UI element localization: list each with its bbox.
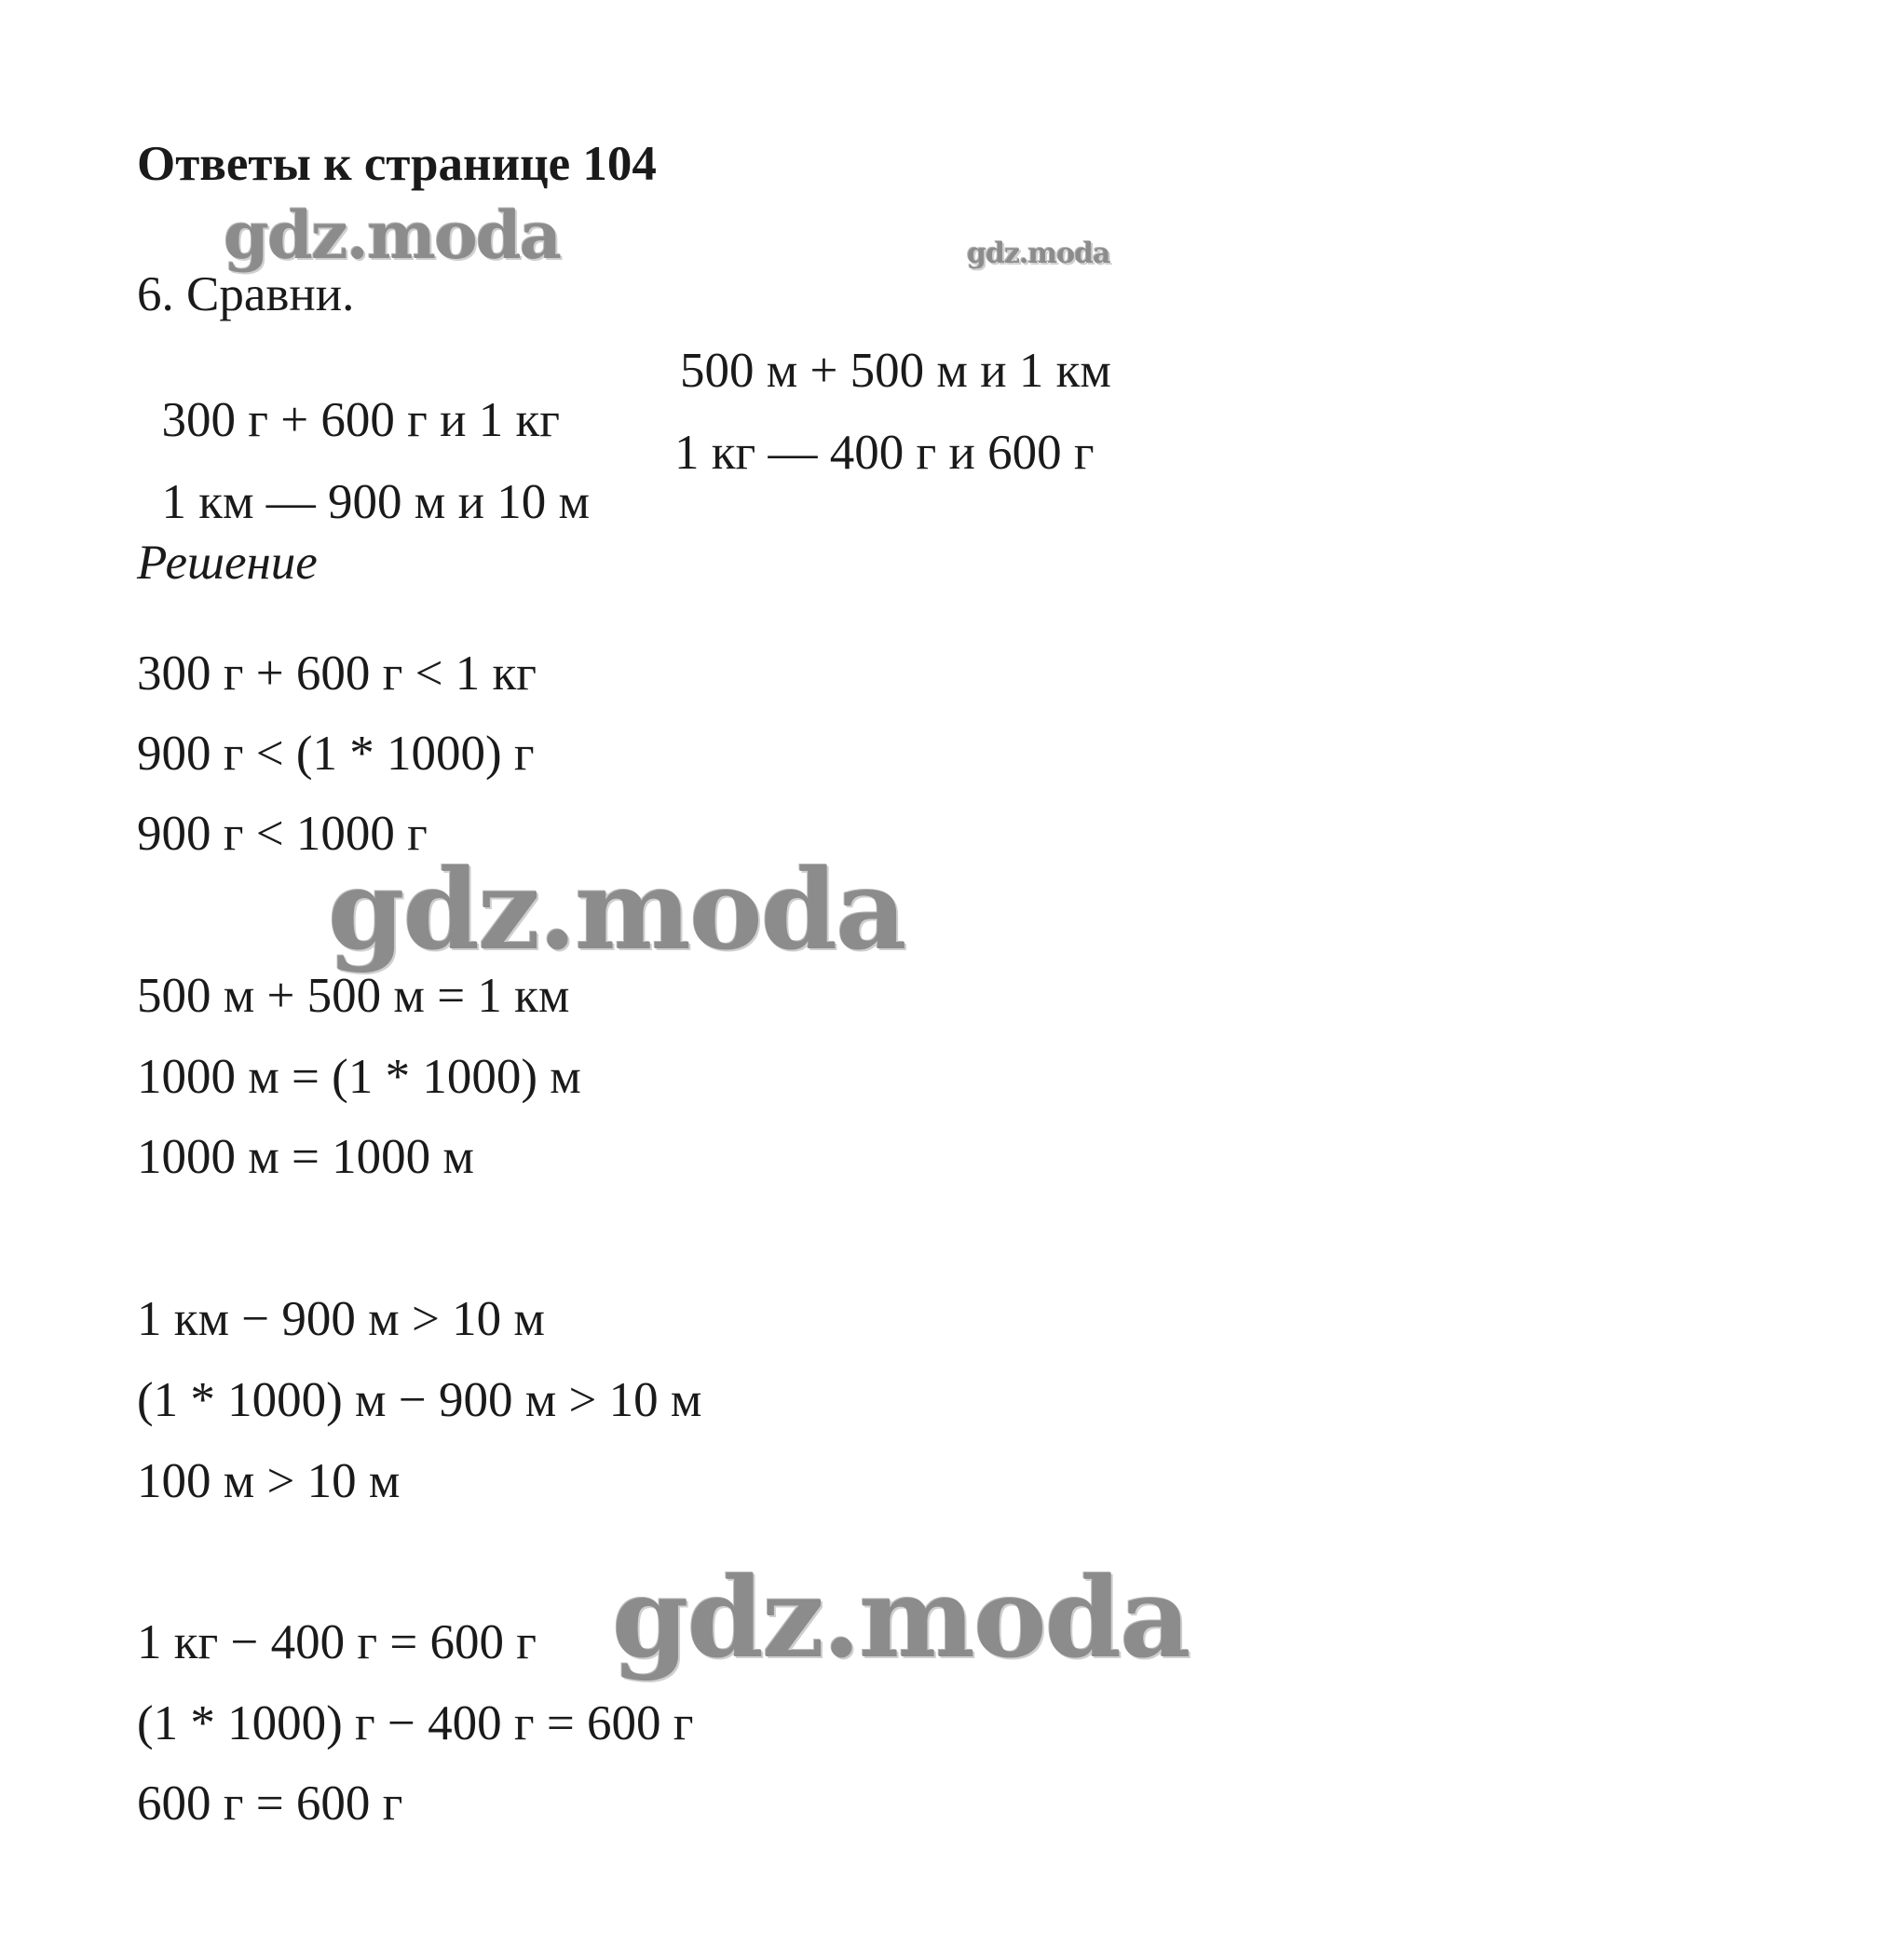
solution-line: 1 кг − 400 г = 600 г xyxy=(137,1615,537,1669)
solution-line: 900 г < 1000 г xyxy=(137,807,428,861)
task-heading: 6. Сравни. xyxy=(137,267,355,321)
page-title: Ответы к странице 104 xyxy=(137,137,657,191)
watermark: gdz.moda xyxy=(328,845,905,974)
task-item: 1 кг — 400 г и 600 г xyxy=(674,426,1095,480)
task-item: 300 г + 600 г и 1 кг xyxy=(161,393,560,447)
solution-line: 600 г = 600 г xyxy=(137,1776,403,1831)
solution-line: 900 г < (1 * 1000) г xyxy=(137,727,535,781)
solution-line: (1 * 1000) г − 400 г = 600 г xyxy=(137,1696,694,1750)
watermark: gdz.moda xyxy=(967,238,1110,270)
watermark: gdz.moda xyxy=(612,1553,1190,1682)
solution-line: (1 * 1000) м − 900 м > 10 м xyxy=(137,1373,702,1427)
watermark: gdz.moda xyxy=(224,197,561,274)
solution-label: Решение xyxy=(137,536,318,590)
task-item: 1 км — 900 м и 10 м xyxy=(161,475,590,529)
solution-line: 1 км − 900 м > 10 м xyxy=(137,1292,545,1346)
solution-line: 100 м > 10 м xyxy=(137,1454,401,1508)
solution-line: 300 г + 600 г < 1 кг xyxy=(137,647,537,701)
task-item: 500 м + 500 м и 1 км xyxy=(680,344,1111,398)
solution-line: 1000 м = 1000 м xyxy=(137,1130,474,1184)
solution-line: 1000 м = (1 * 1000) м xyxy=(137,1050,581,1104)
solution-line: 500 м + 500 м = 1 км xyxy=(137,969,570,1023)
